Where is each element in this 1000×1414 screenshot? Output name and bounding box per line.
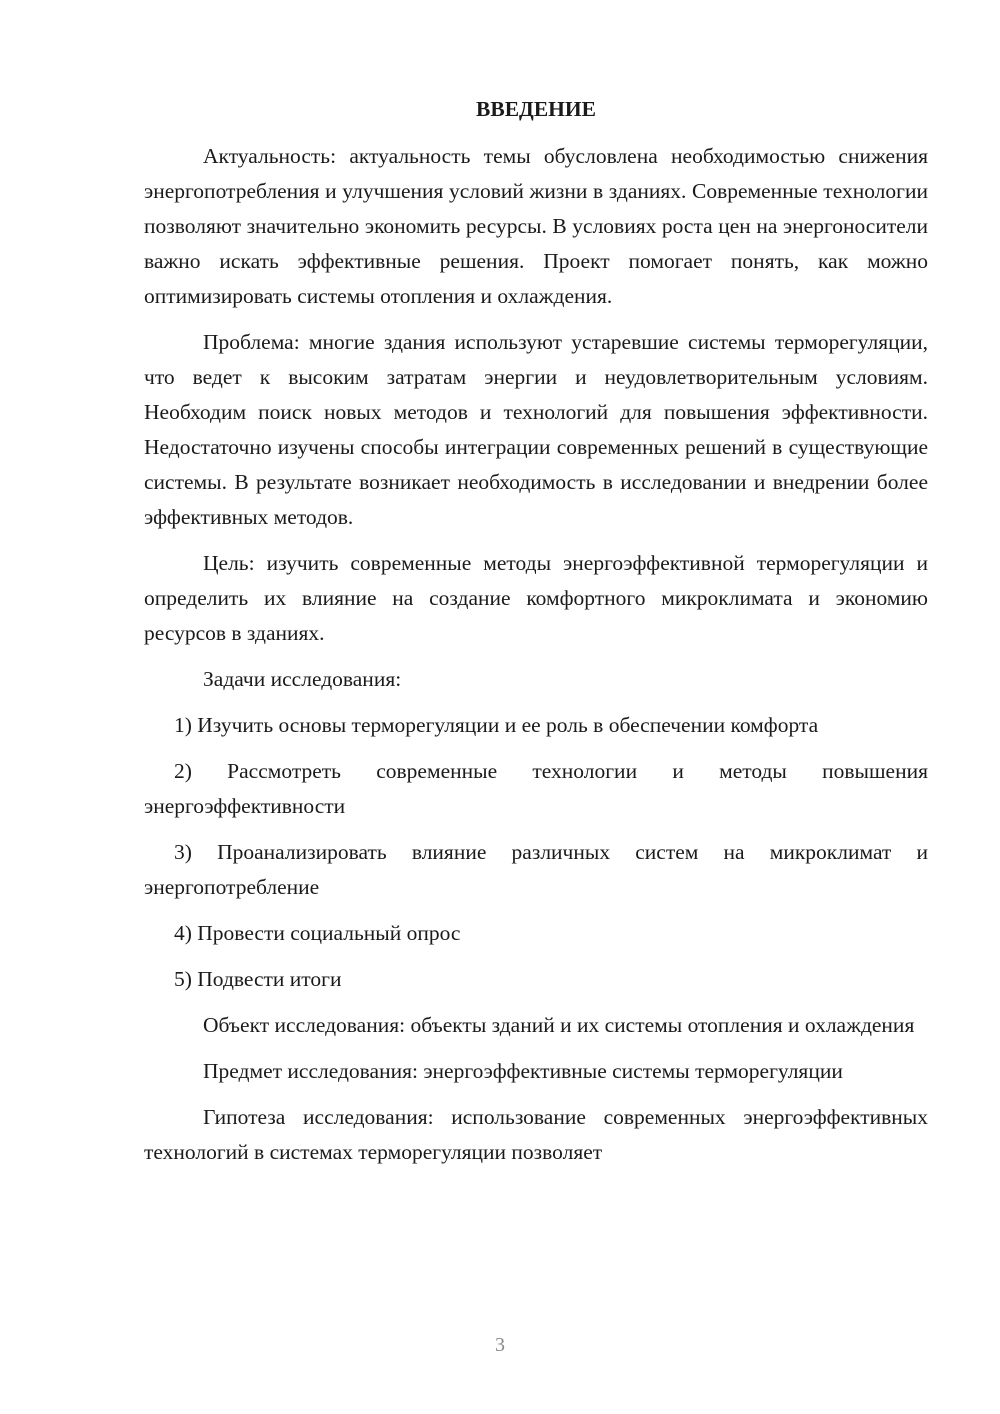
goal-paragraph: Цель: изучить современные методы энергоэффективной терморегуляции и определить их влияние на создание комфортного микроклимата и экономию ресурсов в зданиях. [144,551,928,645]
hypothesis-paragraph: Гипотеза исследования: использование современных энергоэффективных технологий в системах терморегуляции позволяет [144,1105,928,1164]
task-item-4: 4) Провести социальный опрос [174,921,461,945]
task-item-3: 3) Проанализировать влияние различных систем на микроклимат и энергопотребление [144,840,928,899]
page-content [144,92,928,1181]
relevance-paragraph: Актуальность: актуальность темы обусловлена необходимостью снижения энергопотребления и улучшения условий жизни в зданиях. Современные технологии позволяют значительно экономить ресурсы. В условиях роста цен на энергоносители важно искать эффективные решения. Проект помогает понять, как можно оптимизировать системы отопления и охлаждения. [144,144,928,308]
subject-paragraph: Предмет исследования: энергоэффективные системы терморегуляции [203,1059,843,1083]
task-item-2: 2) Рассмотреть современные технологии и методы повышения энергоэффективности [144,759,928,818]
task-item-5: 5) Подвести итоги [174,967,342,991]
task-item-1: 1) Изучить основы терморегуляции и ее роль в обеспечении комфорта [174,713,819,737]
page-number: 3 [495,1334,505,1356]
tasks-heading: Задачи исследования: [203,667,402,691]
object-paragraph: Объект исследования: объекты зданий и их системы отопления и охлаждения [203,1013,915,1037]
page-title: ВВЕДЕНИЕ [476,97,596,121]
problem-paragraph: Проблема: многие здания используют устаревшие системы терморегуляции, что ведет к высоким затратам энергии и неудовлетворительным условиям. Необходим поиск новых методов и технологий для повышения эффективности. Недостаточно изучены способы интеграции современных решений в существующие системы. В результате возникает необходимость в исследовании и внедрении более эффективных методов. [144,330,928,529]
